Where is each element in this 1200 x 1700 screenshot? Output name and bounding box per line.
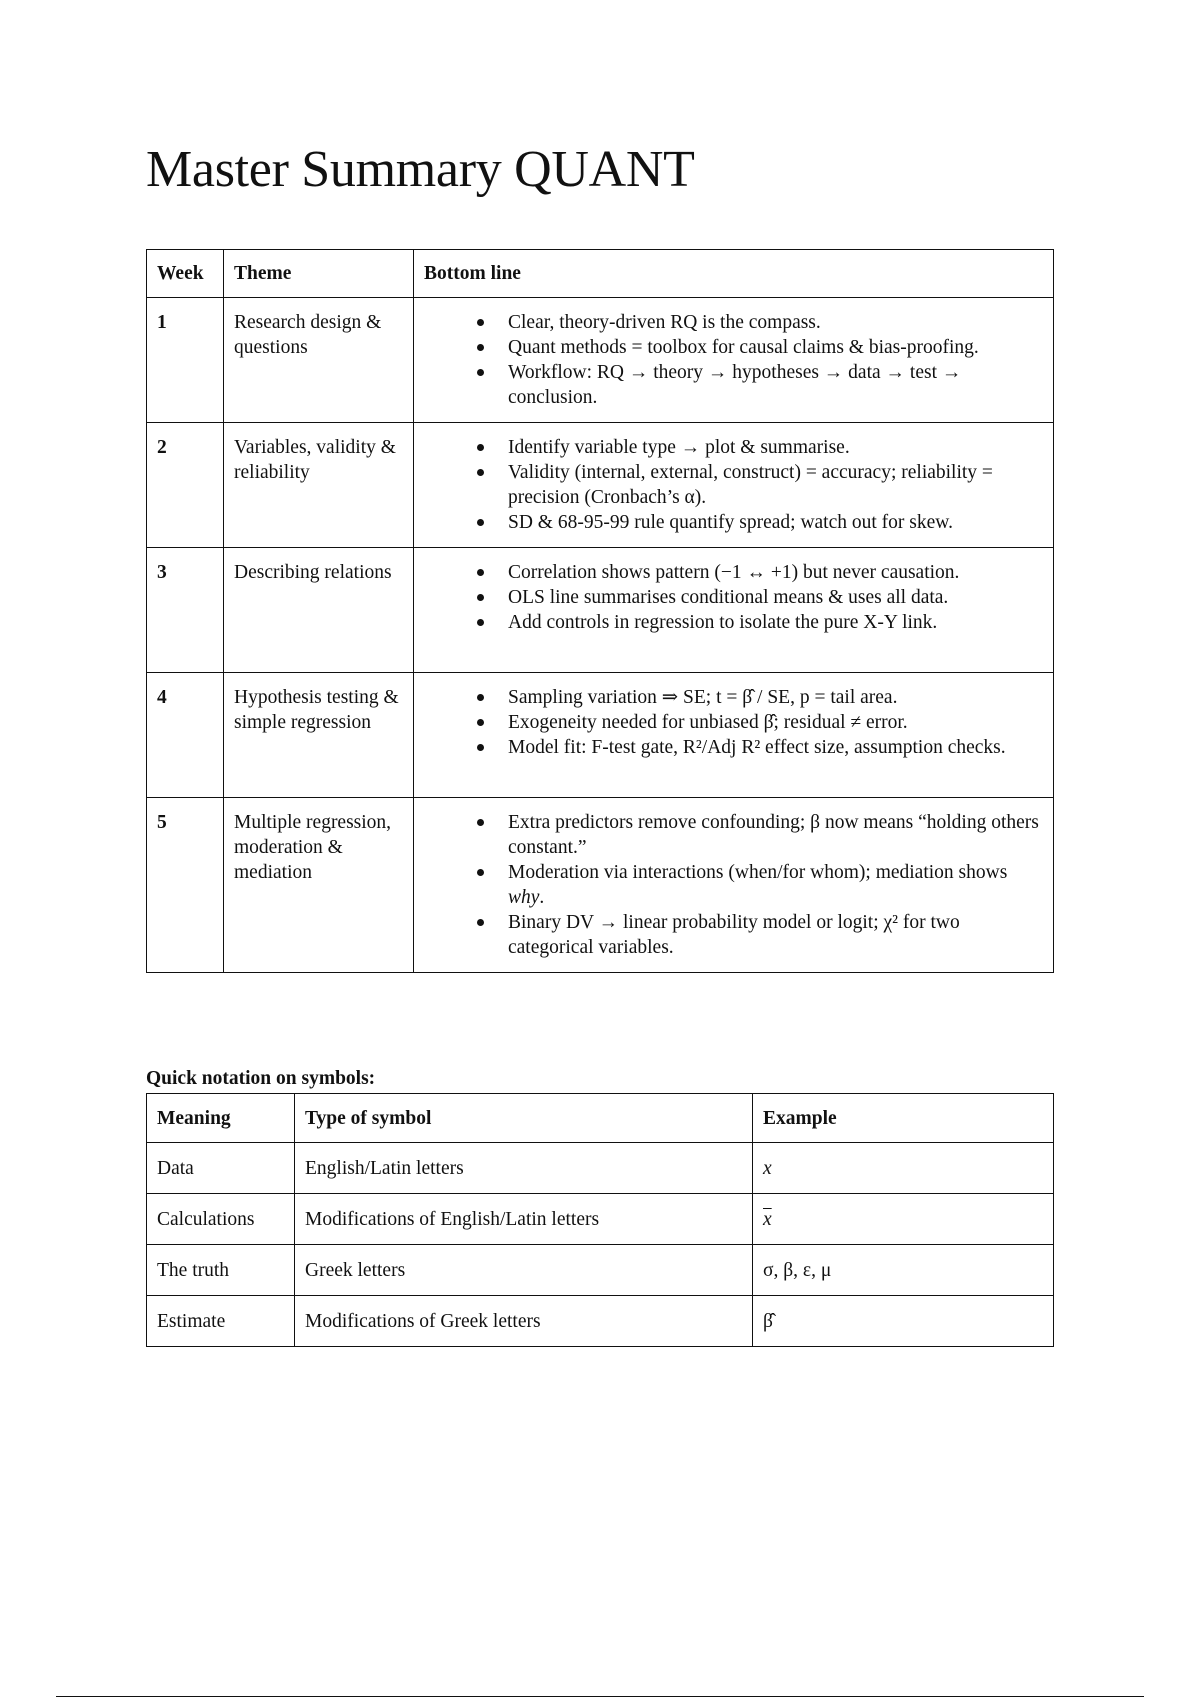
bullet-point: Exogeneity needed for unbiased β̂; residual ≠ error.	[508, 710, 1043, 735]
bullet-point: OLS line summarises conditional means & uses all data.	[508, 585, 1043, 610]
header-bottom-line: Bottom line	[414, 250, 1054, 298]
table-row	[147, 1296, 1054, 1347]
example-cell	[753, 1245, 1054, 1296]
bullet-list	[424, 810, 1043, 960]
page-title: Master Summary QUANT	[146, 141, 695, 198]
symbol-type-cell: English/Latin letters	[295, 1143, 753, 1194]
table-row	[147, 1143, 1054, 1194]
bullet-point: Extra predictors remove confounding; β now means “holding others constant.”	[508, 810, 1043, 860]
example-symbol: $\overline{x}$	[763, 1209, 772, 1230]
bullet-point: Workflow: RQ → theory → hypotheses → data → test → conclusion.	[508, 360, 1043, 410]
week-number: 3	[147, 548, 224, 673]
bullet-point: SD & 68-95-99 rule quantify spread; watch out for skew.	[508, 510, 1043, 535]
header-theme: Theme	[224, 250, 414, 298]
symbol-type-cell: Modifications of English/Latin letters	[295, 1194, 753, 1245]
bullet-text-end: .	[539, 887, 545, 908]
bullet-point: Correlation shows pattern (−1 ↔ +1) but never causation.	[508, 560, 1043, 585]
week-theme: Describing relations	[224, 548, 414, 673]
bullet-list	[424, 685, 1043, 760]
summary-table	[146, 249, 1054, 973]
week-number: 1	[147, 298, 224, 423]
bullet-list	[424, 435, 1043, 535]
bullet-point: Validity (internal, external, construct) = accuracy; reliability = precision (Cronbach’s α).	[508, 460, 1043, 510]
bullet-point: Clear, theory-driven RQ is the compass.	[508, 310, 1043, 335]
example-cell	[753, 1143, 1054, 1194]
week-number: 5	[147, 798, 224, 973]
header-meaning: Meaning	[147, 1094, 295, 1143]
bullet-point: Quant methods = toolbox for causal claims & bias-proofing.	[508, 335, 1043, 360]
bullet-point: Identify variable type → plot & summarise.	[508, 435, 1043, 460]
table-row	[147, 1245, 1054, 1296]
bottom-line-cell	[414, 548, 1054, 673]
bullet-text: Moderation via interactions (when/for whom); mediation shows	[508, 862, 1008, 883]
example-symbol: x	[763, 1158, 772, 1179]
week-theme: Variables, validity & reliability	[224, 423, 414, 548]
header-example: Example	[753, 1094, 1054, 1143]
summary-header-row	[147, 250, 1054, 298]
emphasis-text: why	[508, 887, 540, 908]
notation-table	[146, 1093, 1054, 1347]
table-row	[147, 798, 1054, 973]
bullet-point: Binary DV → linear probability model or logit; χ² for two categorical variables.	[508, 910, 1043, 960]
bullet-list	[424, 310, 1043, 410]
header-type-of-symbol: Type of symbol	[295, 1094, 753, 1143]
example-symbol: β̂	[763, 1311, 773, 1332]
bullet-point: Sampling variation ⇒ SE; t = β̂ / SE, p = tail area.	[508, 685, 1043, 710]
week-theme: Research design & questions	[224, 298, 414, 423]
footer-rule	[56, 1696, 1144, 1697]
meaning-cell: The truth	[147, 1245, 295, 1296]
week-theme: Hypothesis testing & simple regression	[224, 673, 414, 798]
bullet-point: Add controls in regression to isolate the pure X-Y link.	[508, 610, 1043, 635]
notation-heading: Quick notation on symbols:	[146, 1068, 376, 1089]
table-row	[147, 298, 1054, 423]
example-cell	[753, 1296, 1054, 1347]
meaning-cell: Data	[147, 1143, 295, 1194]
bottom-line-cell	[414, 298, 1054, 423]
table-row	[147, 548, 1054, 673]
example-cell	[753, 1194, 1054, 1245]
bullet-list	[424, 560, 1043, 635]
example-symbol: σ, β, ε, μ	[763, 1260, 832, 1281]
bottom-line-cell	[414, 423, 1054, 548]
week-number: 4	[147, 673, 224, 798]
notation-header-row	[147, 1094, 1054, 1143]
bottom-line-cell	[414, 673, 1054, 798]
table-row	[147, 423, 1054, 548]
symbol-type-cell: Greek letters	[295, 1245, 753, 1296]
table-row	[147, 1194, 1054, 1245]
meaning-cell: Estimate	[147, 1296, 295, 1347]
bullet-point	[508, 860, 1043, 910]
table-row	[147, 673, 1054, 798]
bottom-line-cell	[414, 798, 1054, 973]
symbol-type-cell: Modifications of Greek letters	[295, 1296, 753, 1347]
bullet-point: Model fit: F-test gate, R²/Adj R² effect size, assumption checks.	[508, 735, 1043, 760]
week-number: 2	[147, 423, 224, 548]
meaning-cell: Calculations	[147, 1194, 295, 1245]
week-theme: Multiple regression, moderation & mediation	[224, 798, 414, 973]
header-week: Week	[147, 250, 224, 298]
